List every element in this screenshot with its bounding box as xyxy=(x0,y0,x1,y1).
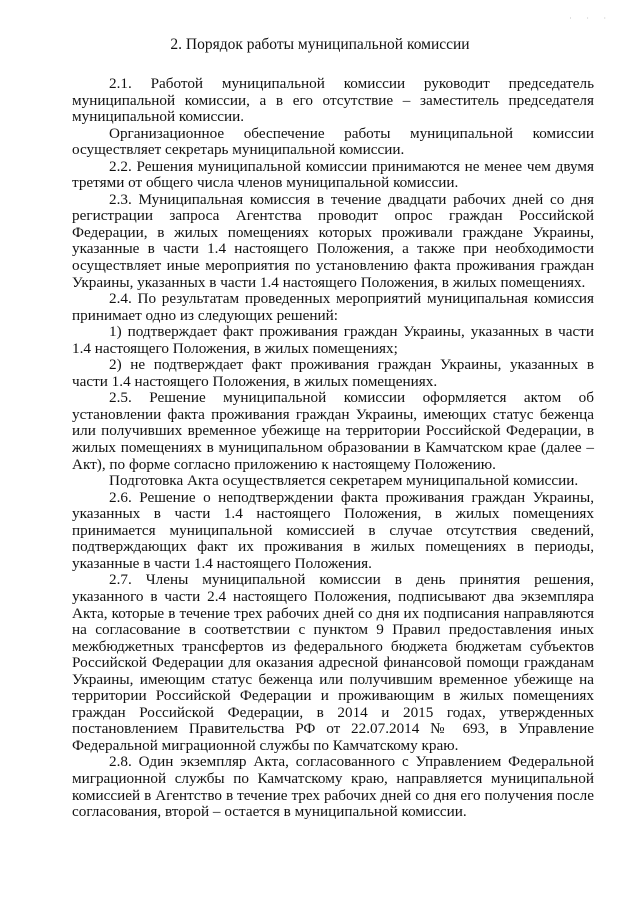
paragraph-2-1-org: Организационное обеспечение работы муниципальной комиссии осуществляет секретарь муниципальной комиссии. xyxy=(72,124,594,159)
paragraph-2-6: 2.6. Решение о неподтверждении факта проживания граждан Украины, указанных в части 1.4 настоящего Положения, в жилых помещениях принимается муниципальной комиссией в случае отсутствия сведений, подтверждающих факт их проживания в жилых помещениях в периоды, указанные в части 1.4 настоящего Положения. xyxy=(72,488,594,572)
paragraph-2-5: 2.5. Решение муниципальной комиссии оформляется актом об установлении факта проживания граждан Украины, имеющих статус беженца или получивших временное убежище на территории Российской Федерации, в жилых помещениях в муниципальном образовании в Камчатском крае (далее – Акт), по форме согласно приложению к настоящему Положению. xyxy=(72,389,594,473)
document-body xyxy=(72,76,594,821)
paragraph-2-7: 2.7. Члены муниципальной комиссии в день принятия решения, указанного в части 2.4 настоящего Положения, подписывают два экземпляра Акта, которые в течение трех рабочих дней со дня их подписания направляются на согласование в соответствии с пунктом 9 Правил предоставления иных межбюджетных трансфертов из федерального бюджета бюджетам субъектов Российской Федерации для оказания адресной финансовой помощи гражданам Украины, имеющим статус беженца или получившим временное убежище на территории Российской Федерации и проживающим в жилых помещениях граждан Российской Федерации, в 2014 и 2015 годах, утвержденных постановлением Правительства РФ от 22.07.2014 № 693, в Управление Федеральной миграционной службы по Камчатскому краю. xyxy=(72,571,594,754)
paragraph-2-3: 2.3. Муниципальная комиссия в течение двадцати рабочих дней со дня регистрации запроса Агентства проводит опрос граждан Российской Федерации, в жилых помещениях которых проживали граждане Украины, указанные в части 1.4 настоящего Положения, а также при необходимости осуществляет иные мероприятия по установлению факта проживания граждан Украины, указанных в части 1.4 настоящего Положения, в жилых помещениях. xyxy=(72,190,594,291)
paragraph-2-2: 2.2. Решения муниципальной комиссии принимаются не менее чем двумя третями от общего числа членов муниципальной комиссии. xyxy=(72,157,594,192)
scan-artifact-marks: · · · xyxy=(569,14,612,23)
paragraph-2-1: 2.1. Работой муниципальной комиссии руководит председатель муниципальной комиссии, а в его отсутствие – заместитель председателя муниципальной комиссии. xyxy=(72,75,594,126)
section-heading: 2. Порядок работы муниципальной комиссии xyxy=(170,36,470,53)
paragraph-2-4-item-1: 1) подтверждает факт проживания граждан Украины, указанных в части 1.4 настоящего Положения, в жилых помещениях; xyxy=(72,323,594,357)
paragraph-2-8: 2.8. Один экземпляр Акта, согласованного с Управлением Федеральной миграционной службы по Камчатскому краю, направляется муниципальной комиссией в Агентство в течение трех рабочих дней со дня его получения после согласования, второй – остается в муниципальной комиссии. xyxy=(72,753,594,821)
paragraph-2-5-preparation: Подготовка Акта осуществляется секретарем муниципальной комиссии. xyxy=(109,472,579,490)
paragraph-2-4-item-2: 2) не подтверждает факт проживания граждан Украины, указанных в части 1.4 настоящего Положения, в жилых помещениях. xyxy=(72,356,594,390)
paragraph-2-4: 2.4. По результатам проведенных мероприятий муниципальная комиссия принимает одно из следующих решений: xyxy=(72,290,594,324)
